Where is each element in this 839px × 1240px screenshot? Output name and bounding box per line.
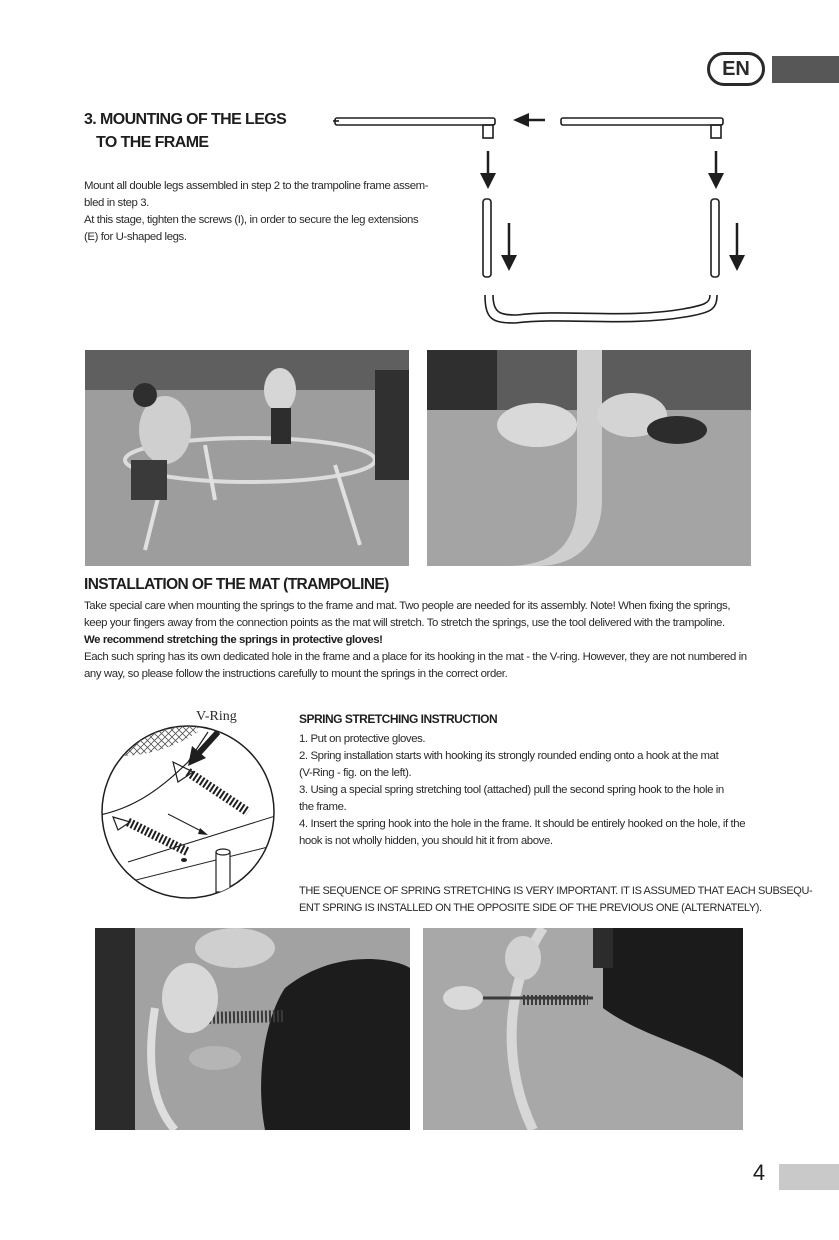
frame-socket-left [483, 125, 493, 138]
instruction-line: 4. Insert the spring hook into the hole in the frame. It should be entirely hooked on the hole, if the [299, 818, 746, 830]
instruction-line: 3. Using a special spring stretching tool (attached) pull the second spring hook to the hole in [299, 784, 724, 796]
language-badge: EN [707, 52, 765, 86]
photo-stretching-tool [423, 928, 743, 1130]
photo-assembling-legs [85, 350, 409, 566]
mat-line: Take special care when mounting the springs to the frame and mat. Two people are needed for its assembly. Note! When fixing the springs, [84, 600, 731, 612]
spring-instruction-steps [299, 731, 755, 850]
mat-line: any way, so please follow the instructions carefully to mount the springs in the correct order. [84, 668, 508, 680]
v-ring-label: V-Ring [196, 709, 237, 724]
mat-line: Each such spring has its own dedicated hole in the frame and a place for its hooking in the mat - the V-ring. However, they are not numbered in [84, 651, 747, 663]
section-legs-heading-line1: 3. MOUNTING OF THE LEGS [84, 111, 287, 128]
photo-hooking-spring [95, 928, 410, 1130]
section-legs-heading [84, 108, 304, 154]
gloves-warning: We recommend stretching the springs in protective gloves! [84, 634, 383, 646]
sequence-note-line: ENT SPRING IS INSTALLED ON THE OPPOSITE SIDE OF THE PREVIOUS ONE (ALTERNATELY). [299, 902, 762, 914]
instruction-line: 1. Put on protective gloves. [299, 733, 426, 745]
sequence-note-line: THE SEQUENCE OF SPRING STRETCHING IS VERY IMPORTANT. IT IS ASSUMED THAT EACH SUBSEQU- [299, 885, 813, 897]
section-legs-heading-line2: TO THE FRAME [96, 134, 209, 151]
header-tab-bar [772, 56, 839, 83]
legs-line: (E) for U-shaped legs. [84, 231, 187, 243]
frame-tube-left [335, 118, 495, 125]
leg-upright-left [483, 199, 491, 277]
page-number: 4 [752, 1160, 766, 1185]
frame-tube-right [561, 118, 723, 125]
instruction-line: hook is not wholly hidden, you should hit it from above. [299, 835, 553, 847]
spring-instruction-title: SPRING STRETCHING INSTRUCTION [299, 712, 498, 726]
footer-tab-bar [779, 1164, 839, 1190]
section-mat-paragraph [84, 598, 756, 683]
photo-tightening-screws [427, 350, 751, 566]
mat-line: keep your fingers away from the connection points as the mat will stretch. To stretch the springs, use the tool delivered with the trampoline. [84, 617, 725, 629]
leg-upright-right [711, 199, 719, 277]
sequence-note [299, 883, 813, 917]
frame-socket-right [711, 125, 721, 138]
section-mat-heading: INSTALLATION OF THE MAT (TRAMPOLINE) [84, 576, 389, 593]
legs-line: Mount all double legs assembled in step 2 to the trampoline frame assem- [84, 180, 429, 192]
instruction-line: 2. Spring installation starts with hooking its strongly rounded ending onto a hook at the mat [299, 750, 719, 762]
leg-assembly-diagram [325, 105, 765, 340]
v-ring-spring-diagram [88, 702, 288, 902]
legs-line: bled in step 3. [84, 197, 149, 209]
legs-line: At this stage, tighten the screws (I), in order to secure the leg extensions [84, 214, 419, 226]
instruction-line: the frame. [299, 801, 347, 813]
instruction-line: (V-Ring - fig. on the left). [299, 767, 412, 779]
